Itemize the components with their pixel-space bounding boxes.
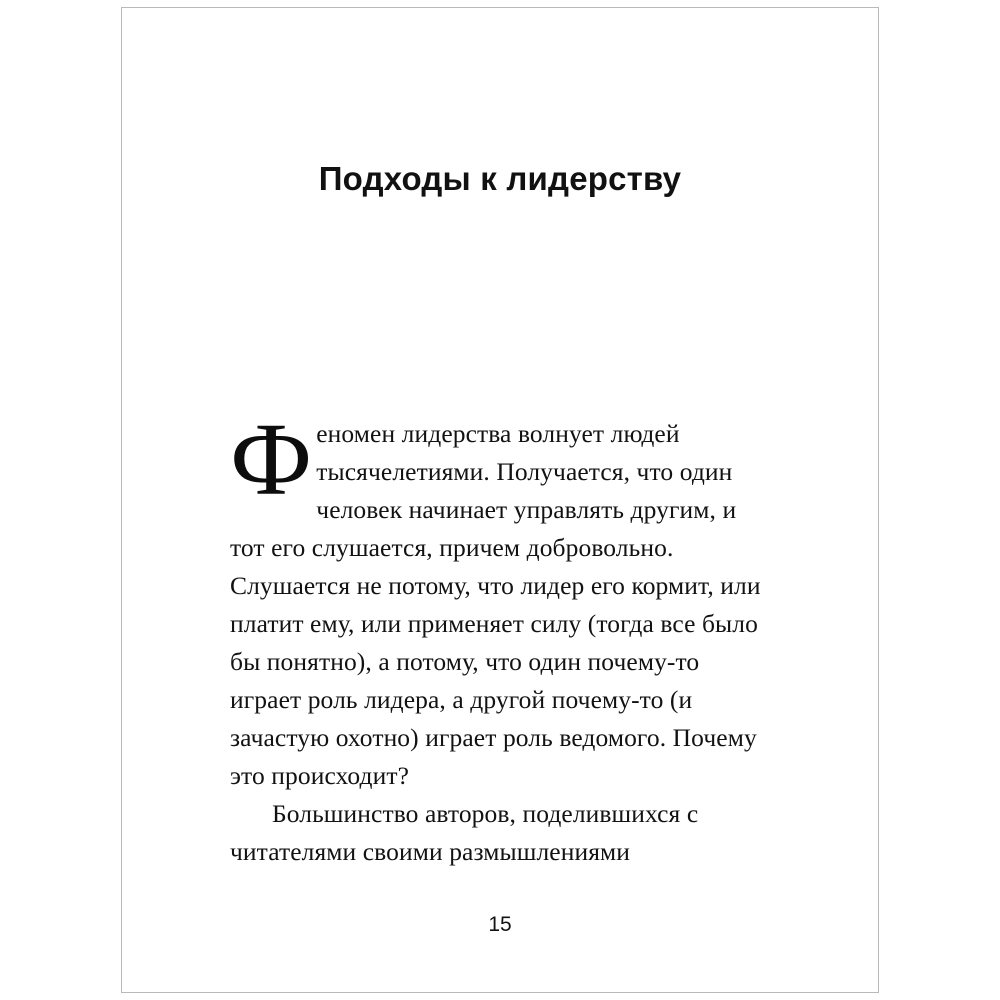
paragraph-second: Большинство авторов, поделившихся с читателями своими размышлениями xyxy=(230,799,699,866)
paragraph-first xyxy=(230,402,765,795)
body-text xyxy=(230,402,765,871)
paragraph-first-text: еномен лидерства волнует людей тысячелетиями. Получается, что один человек начинает управлять другим, и тот его слушается, причем добровольно. Слушается не потому, что лидер его кормит, или платит ему, или применяет силу (тогда все было бы понятно), а потому, что один почему-то играет роль лидера, а другой почему-то (и зачастую охотно) играет роль ведомого. Почему это происходит? xyxy=(230,419,761,790)
drop-cap: Ф xyxy=(230,402,313,517)
page-number: 15 xyxy=(488,913,512,936)
book-page xyxy=(129,15,871,985)
page-title: Подходы к лидерству xyxy=(318,160,682,197)
